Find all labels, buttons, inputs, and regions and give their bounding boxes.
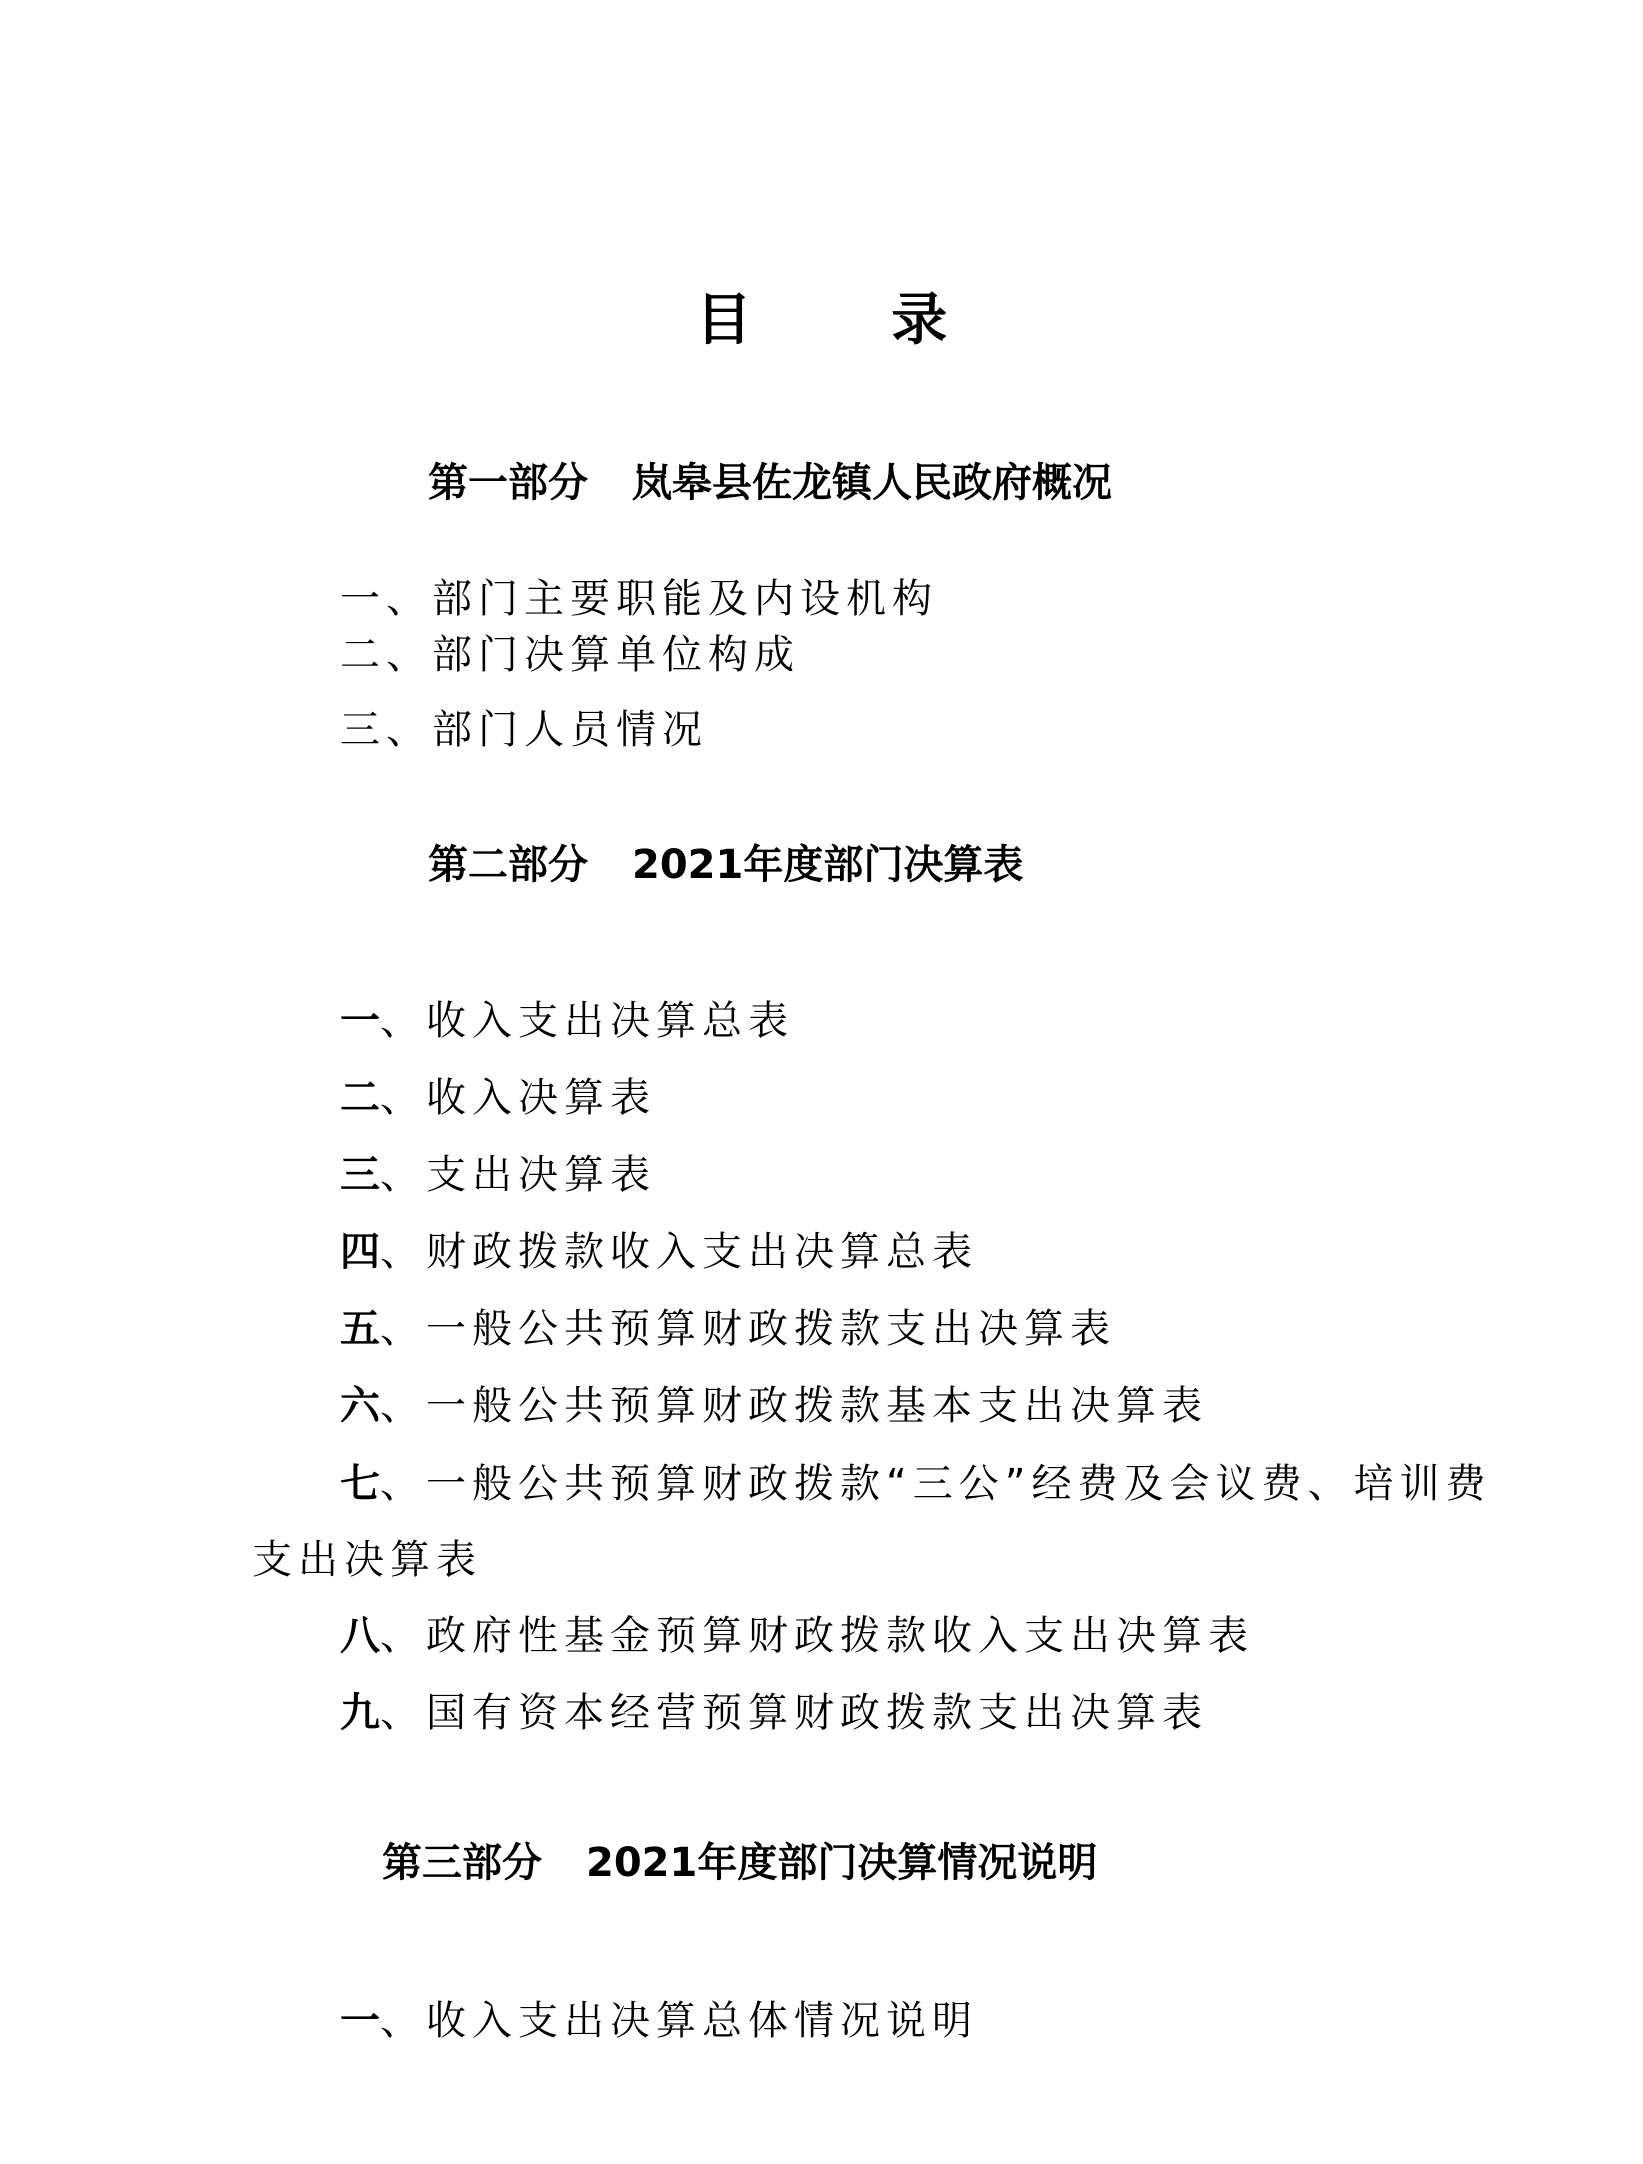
part3-heading: [382, 1838, 1097, 1888]
part2-item-5: 五、一般公共预算财政拨款支出决算表: [340, 1306, 1116, 1352]
part1-name: 岚皋县佐龙镇人民政府概况: [632, 460, 1112, 506]
part1-heading: [428, 458, 1112, 508]
part2-item-8: 八、政府性基金预算财政拨款收入支出决算表: [340, 1613, 1254, 1659]
part1-label: 第一部分: [428, 460, 588, 506]
part2-item-2: 二、收入决算表: [340, 1075, 656, 1121]
part1-item-2: 二、部门决算单位构成: [340, 632, 800, 678]
part1-item-3: 三、部门人员情况: [340, 707, 708, 753]
part2-item-7: 七、一般公共预算财政拨款“三公”经费及会议费、培训费支出决算表: [252, 1461, 1492, 1583]
part3-item-1: 一、收入支出决算总体情况说明: [340, 1998, 978, 2044]
part2-item-4: 四、财政拨款收入支出决算总表: [340, 1229, 978, 1275]
part3-name: 2021年度部门决算情况说明: [586, 1840, 1098, 1886]
part2-heading: [428, 840, 1023, 890]
part2-label: 第二部分: [428, 842, 588, 888]
part2-item-1: 一、收入支出决算总表: [340, 998, 794, 1044]
part1-item-1: 一、部门主要职能及内设机构: [340, 576, 938, 622]
part2-item-3: 三、支出决算表: [340, 1152, 656, 1198]
part2-name: 2021年度部门决算表: [632, 842, 1024, 888]
toc-title: 目 录: [695, 288, 1008, 353]
part3-label: 第三部分: [382, 1840, 542, 1886]
part2-item-9: 九、国有资本经营预算财政拨款支出决算表: [340, 1690, 1208, 1736]
part2-item-6: 六、一般公共预算财政拨款基本支出决算表: [340, 1383, 1208, 1429]
